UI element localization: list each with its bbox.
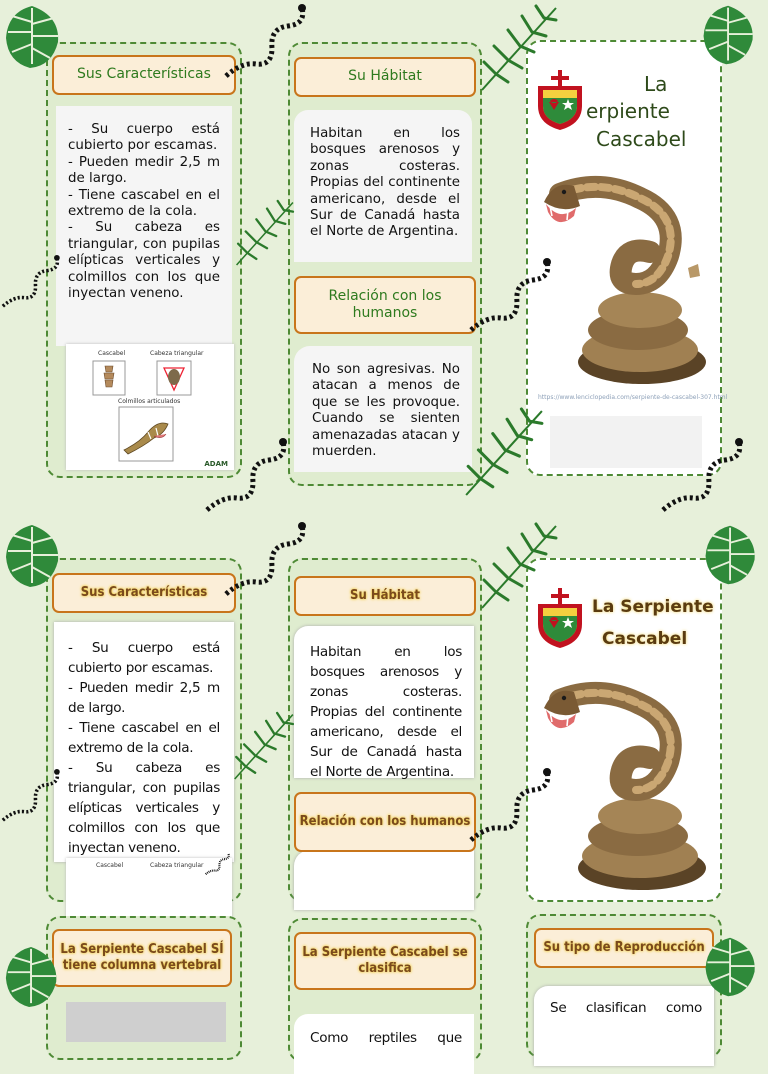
relation-text: No son agresivas. No atacan a menos de que se les provoque. Cuando se sienten amenazadas atacan y muerden. <box>312 362 460 460</box>
monstera-leaf-icon <box>694 2 764 68</box>
figure-label-head: Cabeza triangular <box>150 862 204 869</box>
habitat-card <box>294 110 472 262</box>
relation-card <box>294 346 472 472</box>
rattlesnake-illustration <box>540 678 712 898</box>
image-source-url: https://www.lenciclopedia.com/serpiente-de-cascabel-307.html <box>538 394 728 401</box>
figure-label-head: Cabeza triangular <box>150 350 204 357</box>
reproduction-text: Se clasifican como <box>550 1000 702 1016</box>
relation-header: Relación con los humanos <box>294 792 476 852</box>
characteristics-card <box>56 106 232 346</box>
palm-leaf-icon <box>230 708 296 784</box>
snake-doodle-icon <box>0 766 64 826</box>
rattle-illustration <box>92 360 126 396</box>
head-illustration <box>156 360 192 396</box>
vertebral-header: La Serpiente Cascabel SÍ tiene columna vertebral <box>52 929 232 987</box>
habitat-text: Habitan en los bosques arenosos y zonas costeras. Propias del continente americano, desde el Sur de Canadá hasta el Norte de Argentina. <box>310 126 460 240</box>
habitat-card <box>294 626 474 778</box>
characteristics-panel <box>46 42 242 478</box>
cover-title-line2: Cascabel <box>602 629 688 649</box>
figure-label-fangs: Colmillos articulados <box>118 398 181 405</box>
palm-leaf-icon <box>232 196 296 270</box>
snake-doodle-icon <box>0 252 64 312</box>
snake-doodle-icon <box>656 436 752 516</box>
rattlesnake-illustration <box>540 172 712 392</box>
reproduction-header: Su tipo de Reproducción <box>534 928 714 968</box>
palm-leaf-icon <box>476 2 560 94</box>
characteristics-text: - Su cuerpo está cubierto por escamas. - Pueden medir 2,5 m de largo. - Tiene cascabel en el extremo de la cola. - Su cabeza es triangular, con pupilas elípticas verticales y colmillos con los que inyectan veneno. <box>68 122 220 302</box>
monstera-leaf-icon <box>698 934 764 1000</box>
figure-label-rattle: Cascabel <box>98 350 126 357</box>
habitat-header: Su Hábitat <box>294 576 476 616</box>
fangs-illustration <box>118 406 174 462</box>
palm-leaf-icon <box>460 404 546 500</box>
brochure-3 <box>0 872 768 1046</box>
figure-label-rattle: Cascabel <box>96 862 124 869</box>
monstera-leaf-icon <box>2 942 62 1012</box>
monstera-leaf-icon <box>2 520 64 592</box>
brochure-2 <box>0 520 768 872</box>
brochure-1 <box>0 0 768 520</box>
habitat-panel <box>288 42 482 486</box>
classification-header: La Serpiente Cascabel se clasifica <box>294 932 476 990</box>
classification-text: Como reptiles que <box>310 1030 462 1046</box>
snake-doodle-icon <box>200 436 296 516</box>
characteristics-header: Sus Características <box>52 573 236 613</box>
characteristics-card <box>54 622 234 862</box>
cover-title-line1: La <box>644 72 668 96</box>
snake-doodle-icon <box>222 2 312 82</box>
monstera-leaf-icon <box>2 2 64 72</box>
monstera-leaf-icon <box>698 522 764 588</box>
cover-title-line3: Cascabel <box>596 127 687 151</box>
snake-doodle-icon <box>222 520 312 600</box>
cover-title-line2: erpiente <box>586 99 670 123</box>
snake-doodle-icon <box>466 256 558 336</box>
cover-title-line1: La Serpiente <box>592 597 714 617</box>
characteristics-header: Sus Características <box>52 55 236 95</box>
skeleton-photo <box>66 1002 226 1042</box>
snake-doodle-icon <box>466 766 558 846</box>
figure-brand: ADAM <box>204 460 228 468</box>
classification-card <box>294 1014 474 1074</box>
reproduction-card <box>534 986 714 1066</box>
palm-leaf-icon <box>476 520 560 612</box>
habitat-header: Su Hábitat <box>294 57 476 97</box>
relation-header: Relación con los humanos <box>294 276 476 334</box>
habitat-text: Habitan en los bosques arenosos y zonas costeras. Propias del continente americano, desde el Sur de Canadá hasta el Norte de Argentina. <box>310 644 462 780</box>
characteristics-text: - Su cuerpo está cubierto por escamas. - Pueden medir 2,5 m de largo. - Tiene cascabel en el extremo de la cola. - Su cabeza es triangular, con pupilas elípticas verticales y colmillos con los que inyectan veneno. <box>68 640 220 856</box>
